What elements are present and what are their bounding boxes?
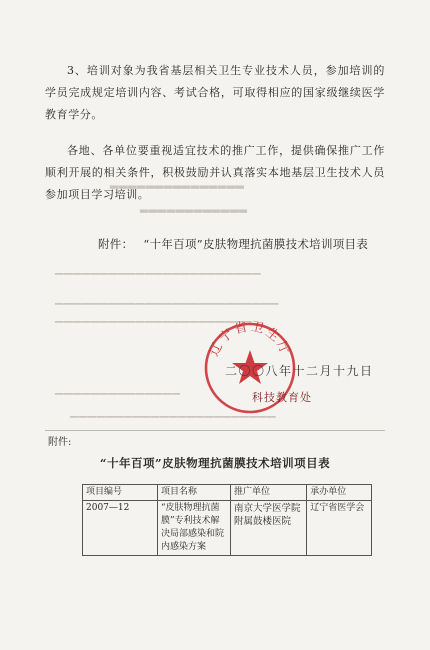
header-project-name: 项目名称 (157, 485, 230, 501)
issuing-department: 科技教育处 (252, 391, 312, 404)
cell-organizer: 辽宁省医学会 (307, 501, 372, 556)
appendix-title: “十年百项”皮肤物理抗菌膜技术培训项目表 (99, 456, 331, 470)
bleed-through-text: ▁▁▁▁▁▁▁▁▁▁▁▁▁▁▁▁▁▁▁▁▁▁ (55, 310, 253, 323)
page-separator (45, 430, 385, 431)
svg-text:辽宁省卫生厅: 辽宁省卫生厅 (206, 319, 294, 359)
paragraph-promotion-work: 各地、各单位要重视适宜技术的推广工作，提供确保推广工作顺利开展的相关条件，积极鼓励并认真落实本地基层卫生技术人员参加项目学习培训。 (45, 144, 385, 201)
issue-date: 二〇〇八年十二月十九日 (225, 364, 374, 378)
bleed-through-text: ▂▂▂▂▂▂▂▂▂▂▂▂▂▂▂ (110, 176, 245, 189)
table-header-row (83, 485, 372, 501)
bleed-through-text: ▁▁▁▁▁▁▁▁▁▁▁▁▁▁▁▁▁▁▁▁▁▁▁ (70, 405, 277, 418)
table-row (83, 501, 372, 556)
attachment-title: “十年百项”皮肤物理抗菌膜技术培训项目表 (143, 237, 369, 251)
bleed-through-text: ▁▁▁▁▁▁▁▁▁▁▁▁▁▁▁▁▁▁▁▁▁▁▁ (55, 262, 262, 275)
header-promoter: 推广单位 (230, 485, 306, 501)
attachment-label: 附件： (98, 237, 134, 251)
bleed-through-text: ▁▁▁▁▁▁▁▁▁▁▁▁▁▁▁▁▁▁▁▁▁▁▁▁▁ (55, 292, 279, 305)
bleed-through-text: ▁▁▁▁▁▁▁▁▁▁▁▁▁▁ (55, 382, 181, 395)
header-organizer: 承办单位 (307, 485, 372, 501)
project-table (82, 484, 372, 556)
attachment-line (98, 236, 368, 252)
cell-project-name: “皮肤物理抗菌膜”专利技术解决局部感染和院内感染方案 (157, 501, 230, 556)
header-project-id: 项目编号 (83, 485, 158, 501)
paragraph-training-target: 3、培训对象为我省基层相关卫生专业技术人员，参加培训的学员完成规定培训内容、考试合格，可取得相应的国家级继续医学教育学分。 (45, 64, 385, 121)
cell-promoter: 南京大学医学院附属鼓楼医院 (230, 501, 306, 556)
appendix-label: 附件: (48, 437, 72, 448)
cell-project-id: 2007—12 (83, 501, 158, 556)
bleed-through-text: ▂▂▂▂▂▂▂▂▂▂▂▂ (140, 200, 248, 213)
